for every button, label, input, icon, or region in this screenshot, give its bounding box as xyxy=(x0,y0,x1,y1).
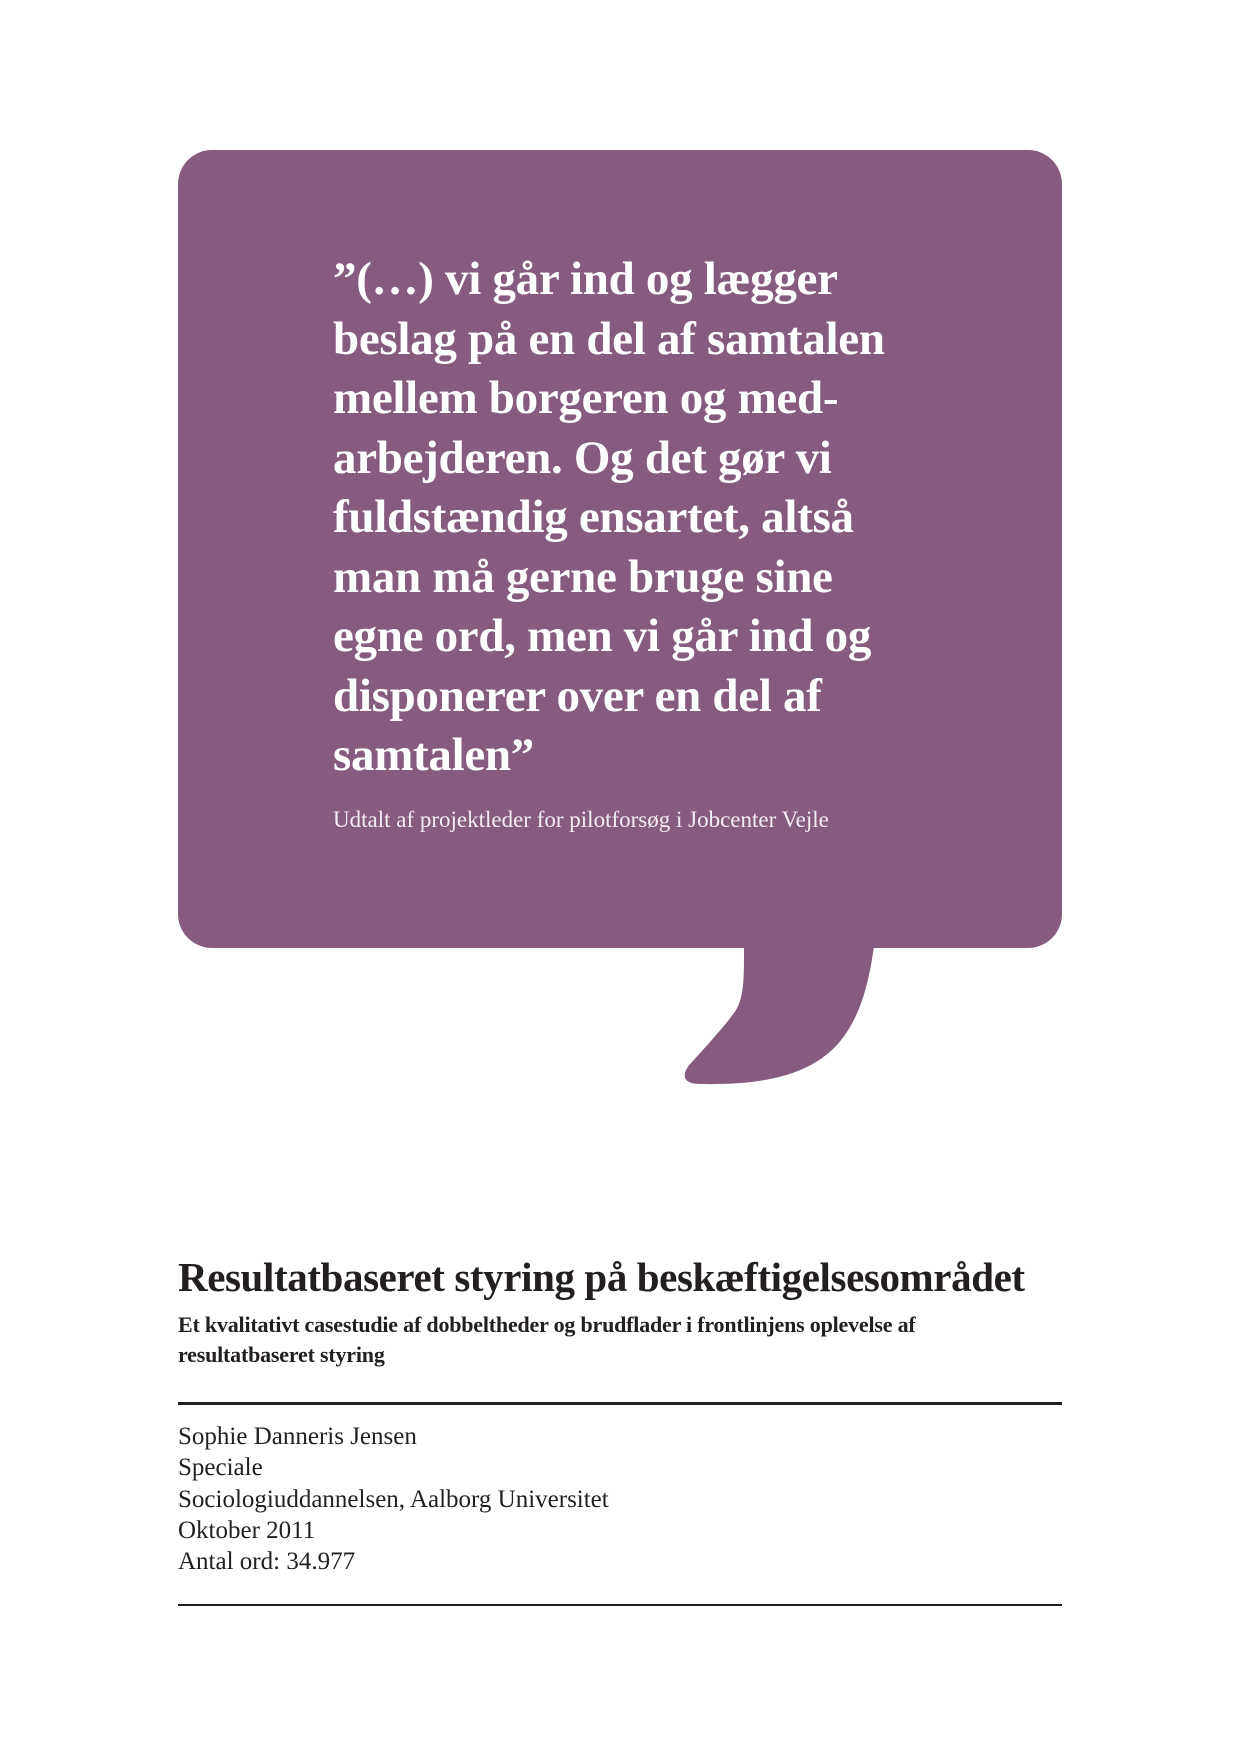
subtitle-line: Et kvalitativt casestudie af dobbeltheder og brudflader i frontlinjens oplevelse af xyxy=(178,1312,916,1337)
document-title: Resultatbaseret styring på beskæftigelsesområdet xyxy=(178,1254,1025,1300)
quote-line: man må gerne bruge sine xyxy=(333,550,833,603)
institution: Sociologiuddannelsen, Aalborg Universitet xyxy=(178,1485,609,1513)
date: Oktober 2011 xyxy=(178,1516,316,1544)
quote-line: samtalen” xyxy=(333,729,534,781)
document-subtitle xyxy=(178,1310,1062,1370)
quote-attribution: Udtalt af projektleder for pilotforsøg i Jobcenter Vejle xyxy=(333,807,829,832)
quote-line: beslag på en del af samtalen xyxy=(333,312,885,365)
quote-line: arbejderen. Og det gør vi xyxy=(333,431,832,484)
quote-line: ”(…) vi går ind og lægger xyxy=(333,253,838,305)
quote-line: fuldstændig ensartet, altså xyxy=(333,491,854,543)
word-count: Antal ord: 34.977 xyxy=(178,1548,356,1576)
subtitle-line: resultatbaseret styring xyxy=(178,1342,385,1367)
quote-line: mellem borgeren og med- xyxy=(333,372,839,424)
document-type: Speciale xyxy=(178,1454,263,1482)
author-name: Sophie Danneris Jensen xyxy=(178,1423,417,1450)
divider-bottom xyxy=(178,1604,1062,1606)
quote-line: egne ord, men vi går ind og xyxy=(333,610,872,662)
document-metadata xyxy=(178,1421,609,1577)
pull-quote xyxy=(333,250,973,786)
quote-line: disponerer over en del af xyxy=(333,669,822,722)
divider-top xyxy=(178,1402,1062,1405)
